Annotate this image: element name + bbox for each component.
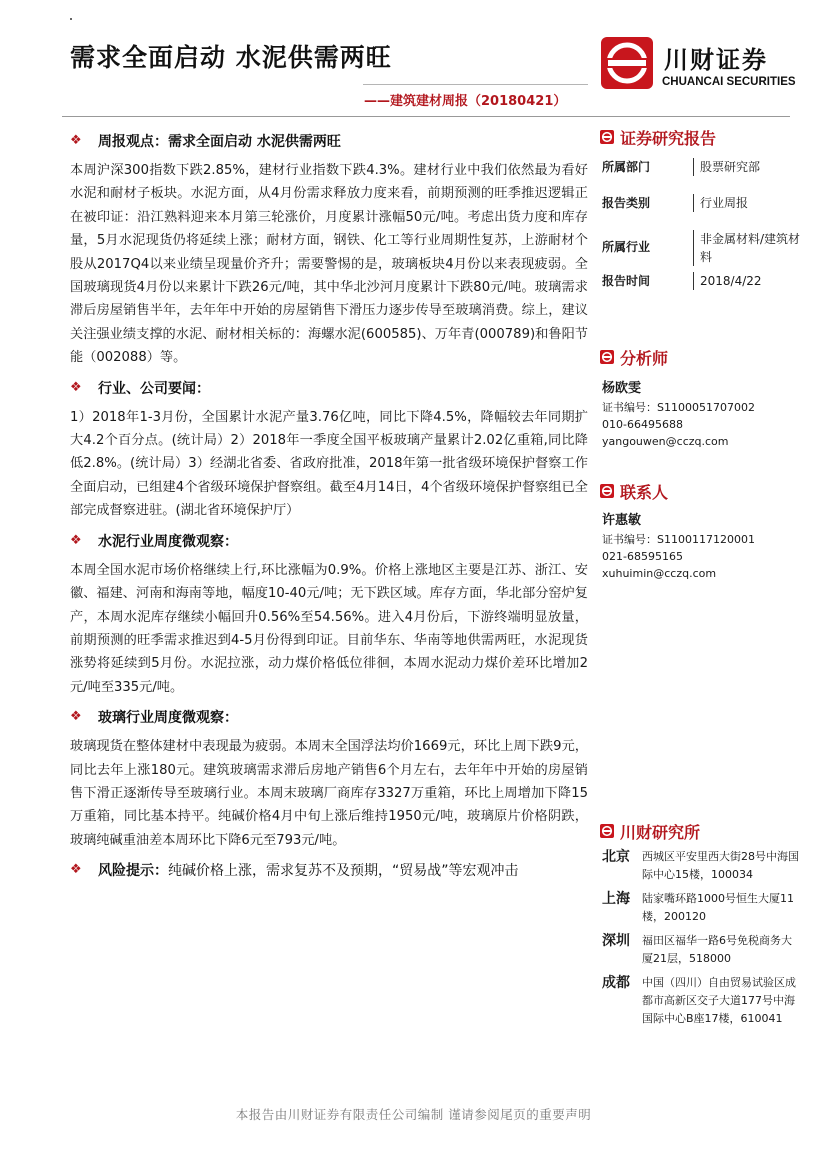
office-address: 陆家嘴环路1000号恒生大厦11楼，200120 xyxy=(642,892,794,923)
sidebar-heading-text: 联系人 xyxy=(620,483,669,502)
sidebar-heading-institute xyxy=(600,820,800,844)
office-city: 成都 xyxy=(602,975,630,991)
contact-phone: 021-68595165 xyxy=(602,550,683,563)
sidebar-heading-contact xyxy=(600,480,800,504)
logo-mark-icon xyxy=(600,36,654,90)
analyst-name: 杨欧雯 xyxy=(602,381,642,396)
meta-row-department xyxy=(600,158,800,194)
section-paragraph-cement: 本周全国水泥市场价格继续上行,环比涨幅为0.9%。价格上涨地区主要是江苏、浙江、安徽、福建、河南和海南等地，幅度10-40元/吨；无下跌区域。库存方面，华北部分窑炉复产，本周水泥库存继续小幅回升0.56%至54.56%。进入4月份后，下游终端明显放量，前期预测的旺季需求推迟到4-5月份得到印证。目前华东、华南等地供需两旺，水泥现货涨势将延续到5月份。水泥拉涨，动力煤价格低位徘徊，本周水泥动力煤价差环比增加2元/吨至335元/吨。 xyxy=(70,562,588,695)
analyst-phone: 010-66495688 xyxy=(602,418,683,431)
contact-name: 许惠敏 xyxy=(602,513,642,528)
section-header-risk xyxy=(70,860,588,882)
office-beijing xyxy=(600,848,800,884)
office-address: 中国（四川）自由贸易试验区成都市高新区交子大道177号中海国际中心B座17楼，610041 xyxy=(642,976,796,1025)
main-content xyxy=(70,128,588,888)
logo-small-icon xyxy=(600,824,614,838)
analyst-card xyxy=(600,380,800,450)
section-heading-inline xyxy=(98,860,519,880)
office-shanghai xyxy=(600,890,800,926)
page-mark xyxy=(70,18,72,20)
sidebar-heading-report xyxy=(600,126,800,150)
logo-en-text: CHUANCAI SECURITIES xyxy=(662,76,796,88)
office-chengdu xyxy=(600,974,800,1028)
office-city: 深圳 xyxy=(602,933,630,949)
office-address: 西城区平安里西大街28号中海国际中心15楼，100034 xyxy=(642,850,799,881)
subtitle-rule xyxy=(363,84,588,85)
report-subtitle: ——建筑建材周报（20180421） xyxy=(364,94,567,109)
section-heading: 玻璃行业周度微观察： xyxy=(98,710,238,727)
analyst-email[interactable]: yangouwen@cczq.com xyxy=(602,435,729,448)
meta-row-date xyxy=(600,272,800,308)
meta-value: 股票研究部 xyxy=(693,158,805,176)
logo-small-icon xyxy=(600,130,614,144)
diamond-bullet-icon: ❖ xyxy=(70,862,82,878)
risk-text: 纯碱价格上涨，需求复苏不及预期，“贸易战”等宏观冲击 xyxy=(168,863,519,880)
sidebar-heading-text: 分析师 xyxy=(620,349,669,368)
section-paragraph-view: 本周沪深300指数下跌2.85%，建材行业指数下跌4.3%。建材行业中我们依然最为看好水泥和耐材子板块。水泥方面，从4月份需求释放力度来看，前期预测的旺季推迟逻辑正在被印证：沿江熟料迎来本月第三轮涨价，月度累计涨幅50元/吨。考虑出货力度和库存量，5月水泥现货仍将延续上涨；耐材方面，钢铁、化工等行业周期性复苏，上游耐材个股从2017Q4以来业绩呈现量价齐升；需要警惕的是，玻璃板块4月份以来表现疲弱。全国玻璃现货4月份以来累计下跌26元/吨，其中华北沙河月度累计下跌80元/吨。玻璃需求滞后房屋销售半年，去年年中开始的房屋销售下滑压力逐步传导至玻璃消费。综上，建议关注强业绩支撑的水泥、耐材相关标的：海螺水泥(600585)、万年青(000789)和鲁阳节能（002088）等。 xyxy=(70,163,588,366)
analyst-cert: 证书编号：S1100051707002 xyxy=(602,401,755,414)
page-footer: 本报告由川财证券有限责任公司编制 谨请参阅尾页的重要声明 xyxy=(235,1107,592,1122)
diamond-bullet-icon: ❖ xyxy=(70,379,82,395)
section-header-cement xyxy=(70,531,588,553)
meta-row-category xyxy=(600,194,800,230)
section-header-news xyxy=(70,378,588,400)
report-title: 需求全面启动 水泥供需两旺 xyxy=(70,43,392,72)
logo-cn-text: 川财证券 xyxy=(664,46,768,74)
section-header-glass xyxy=(70,707,588,729)
contact-card xyxy=(600,512,800,582)
section-heading: 水泥行业周度微观察： xyxy=(98,533,238,550)
contact-email[interactable]: xuhuimin@cczq.com xyxy=(602,567,717,580)
sidebar-heading-text: 川财研究所 xyxy=(620,823,701,842)
section-heading: 周报观点：需求全面启动 水泥供需两旺 xyxy=(98,134,341,150)
company-logo xyxy=(600,36,800,94)
logo-small-icon xyxy=(600,350,614,364)
contact-cert: 证书编号：S1100117120001 xyxy=(602,533,755,546)
sidebar-heading-text: 证券研究报告 xyxy=(620,129,717,148)
sidebar-heading-analyst xyxy=(600,346,800,370)
meta-value: 2018/4/22 xyxy=(693,272,805,290)
logo-small-icon xyxy=(600,484,614,498)
meta-value: 行业周报 xyxy=(693,194,805,212)
meta-key: 报告类别 xyxy=(602,196,651,210)
diamond-bullet-icon: ❖ xyxy=(70,133,82,148)
section-heading: 行业、公司要闻： xyxy=(98,380,210,397)
section-paragraph-glass: 玻璃现货在整体建材中表现最为疲弱。本周末全国浮法均价1669元，环比上周下跌9元，同比去年上涨180元。建筑玻璃需求滞后房地产销售6个月左右，去年年中开始的房屋销售下滑正逐渐传导至玻璃行业。本周末玻璃厂商库存3327万重箱，环比上周增加下降15万重箱，同比基本持平。纯碱价格4月中旬上涨后维持1950元/吨，玻璃原片价格阴跌，玻璃纯碱重油差本周环比下降6元至793元/吨。 xyxy=(70,739,588,848)
section-paragraph-news: 1）2018年1-3月份，全国累计水泥产量3.76亿吨，同比下降4.5%，降幅较去年同期扩大4.2个百分点。(统计局）2）2018年一季度全国平板玻璃产量累计2.02亿重箱,同比降低2.8%。(统计局）3）经湖北省委、省政府批准，2018年第一批省级环境保护督察工作全面启动，已组建4个省级环境保护督察组。截至4月14日，4个省级环境保护督察组已全部完成督察进驻。(湖北省环境保护厅） xyxy=(70,409,588,519)
office-city: 北京 xyxy=(602,849,630,865)
header-divider xyxy=(62,116,790,117)
meta-value: 非金属材料/建筑材料 xyxy=(693,230,805,266)
office-address: 福田区福华一路6号免税商务大厦21层，518000 xyxy=(642,934,792,965)
office-shenzhen xyxy=(600,932,800,968)
section-header-view xyxy=(70,131,588,153)
office-city: 上海 xyxy=(602,891,630,907)
risk-heading: 风险提示： xyxy=(98,863,168,880)
meta-key: 报告时间 xyxy=(602,274,651,288)
sidebar xyxy=(600,126,800,1034)
diamond-bullet-icon: ❖ xyxy=(70,532,82,548)
meta-key: 所属部门 xyxy=(602,160,651,174)
meta-key: 所属行业 xyxy=(602,240,651,254)
meta-row-industry xyxy=(600,230,800,272)
diamond-bullet-icon: ❖ xyxy=(70,709,82,725)
